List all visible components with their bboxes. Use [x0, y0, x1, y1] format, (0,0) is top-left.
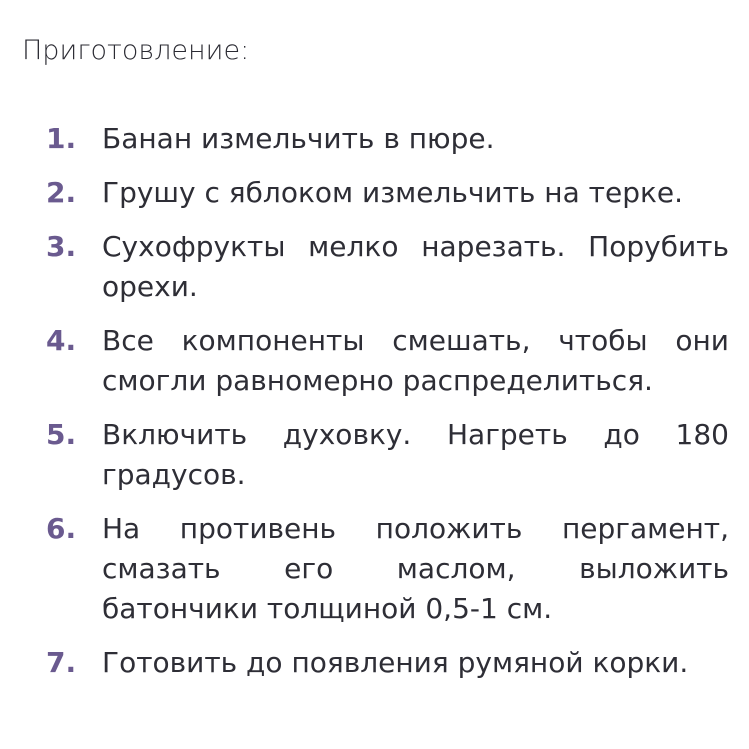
step-number: 1. — [46, 122, 77, 155]
step-item — [46, 173, 729, 213]
step-number: 7. — [46, 646, 77, 679]
page-title: Приготовление: — [22, 35, 250, 66]
step-number: 4. — [46, 324, 77, 357]
step-text: Включить духовку. Нагреть до 180 градусов. — [102, 418, 729, 491]
step-text: Банан измельчить в пюре. — [102, 122, 495, 155]
step-text: Грушу с яблоком измельчить на терке. — [102, 176, 684, 209]
step-number: 2. — [46, 176, 77, 209]
step-text: Сухофрукты мелко нарезать. Порубить орехи. — [102, 230, 729, 303]
step-number: 6. — [46, 512, 77, 545]
step-item — [46, 643, 729, 683]
step-item — [46, 415, 729, 495]
step-number: 3. — [46, 230, 77, 263]
steps-list — [46, 119, 729, 697]
step-text: Готовить до появления румяной корки. — [102, 646, 689, 679]
step-item — [46, 321, 729, 401]
step-item — [46, 227, 729, 307]
step-item — [46, 119, 729, 159]
step-item — [46, 509, 729, 629]
step-text: На противень положить пергамент, смазать его маслом, выложить батончики толщиной 0,5-1 см. — [102, 512, 729, 625]
step-number: 5. — [46, 418, 77, 451]
step-text: Все компоненты смешать, чтобы они смогли равномерно распределиться. — [102, 324, 729, 397]
